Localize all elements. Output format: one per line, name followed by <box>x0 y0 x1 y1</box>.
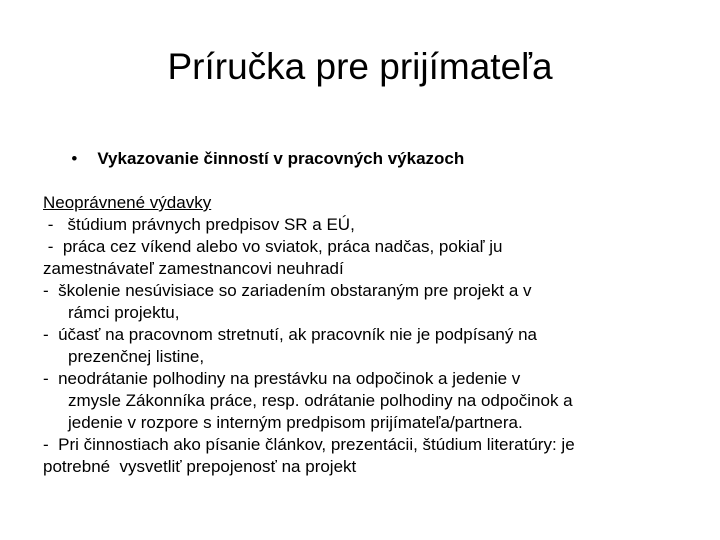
list-item: - Pri činnostiach ako písanie článkov, prezentácii, štúdium literatúry: je <box>43 435 575 454</box>
list-item-continuation: zmysle Zákonníka práce, resp. odrátanie polhodiny na odpočinok a <box>68 391 573 410</box>
heading-text: Vykazovanie činností v pracovných výkazoch <box>97 149 465 168</box>
slide-title: Príručka pre prijímateľa <box>167 46 553 87</box>
bullet-icon: • <box>71 149 78 168</box>
list-item-continuation: jedenie v rozpore s interným predpisom prijímateľa/partnera. <box>68 413 523 432</box>
list-item-continuation: potrebné vysvetliť prepojenosť na projekt <box>43 457 357 476</box>
subheading: Neoprávnené výdavky <box>43 193 212 212</box>
list-item: - práca cez víkend alebo vo sviatok, práca nadčas, pokiaľ ju <box>43 237 503 256</box>
list-item-continuation: prezenčnej listine, <box>68 347 205 366</box>
list-item-continuation: zamestnávateľ zamestnancovi neuhradí <box>43 259 344 278</box>
list-item-continuation: rámci projektu, <box>68 303 180 322</box>
slide-body <box>43 126 693 478</box>
list-item: - školenie nesúvisiace so zariadením obstaraným pre projekt a v <box>43 281 532 300</box>
list-item: - štúdium právnych predpisov SR a EÚ, <box>43 215 355 234</box>
list-item: - účasť na pracovnom stretnutí, ak pracovník nie je podpísaný na <box>43 325 537 344</box>
list-item: - neodrátanie polhodiny na prestávku na odpočinok a jedenie v <box>43 369 521 388</box>
bullet-heading <box>43 126 693 192</box>
